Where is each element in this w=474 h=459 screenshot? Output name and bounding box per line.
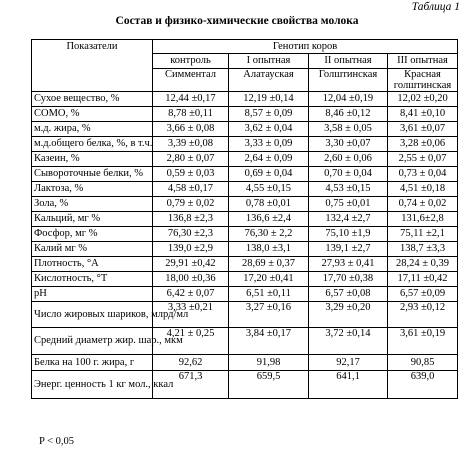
table-row <box>32 152 458 167</box>
row-label: Плотность, °А <box>32 257 153 272</box>
cell-value: 75,11 ±2,1 <box>388 227 458 242</box>
table-row <box>32 122 458 137</box>
cell-value: 641,1 <box>309 371 388 399</box>
cell-value: 136,6 ±2,4 <box>229 212 309 227</box>
table-row <box>32 227 458 242</box>
cell-value: 0,73 ± 0,04 <box>388 167 458 182</box>
cell-value: 17,11 ±0,42 <box>388 272 458 287</box>
row-label: Сывороточные белки, % <box>32 167 153 182</box>
table-row <box>32 107 458 122</box>
table-number: Таблица 1 <box>411 1 460 13</box>
header-breed-simmental: Симментал <box>153 69 229 92</box>
cell-value: 3,28 ±0,06 <box>388 137 458 152</box>
row-label: Кальций, мг % <box>32 212 153 227</box>
header-indicators: Показатели <box>32 40 153 92</box>
row-label: Фосфор, мг % <box>32 227 153 242</box>
cell-value: 90,85 <box>388 355 458 371</box>
cell-value: 12,04 ±0,19 <box>309 92 388 107</box>
cell-value: 0,78 ±0,01 <box>229 197 309 212</box>
table-row <box>32 371 458 399</box>
header-group-3: III опытная <box>388 54 458 69</box>
cell-value: 0,75 ±0,01 <box>309 197 388 212</box>
cell-value: 12,19 ±0,14 <box>229 92 309 107</box>
header-group-2: II опытная <box>309 54 388 69</box>
row-label: Кислотность, °Т <box>32 272 153 287</box>
cell-value: 2,80 ± 0,07 <box>153 152 229 167</box>
milk-composition-table <box>31 39 458 399</box>
cell-value: 92,62 <box>153 355 229 371</box>
cell-value: 6,57 ±0,08 <box>309 287 388 302</box>
cell-value: 17,20 ±0,41 <box>229 272 309 287</box>
cell-value: 0,74 ± 0,02 <box>388 197 458 212</box>
cell-value: 3,33 ± 0,09 <box>229 137 309 152</box>
header-breed-holstein: Голштинская <box>309 69 388 92</box>
cell-value: 28,69 ± 0,37 <box>229 257 309 272</box>
row-label: Казеин, % <box>32 152 153 167</box>
header-breed-red-holstein: Красная голштинская <box>388 69 458 92</box>
cell-value: 139,0 ±2,9 <box>153 242 229 257</box>
cell-value: 3,27 ±0,16 <box>229 302 309 328</box>
cell-value: 4,53 ±0,15 <box>309 182 388 197</box>
cell-value: 8,41 ±0,10 <box>388 107 458 122</box>
cell-value: 0,70 ± 0,04 <box>309 167 388 182</box>
cell-value: 138,0 ±3,1 <box>229 242 309 257</box>
cell-value: 6,51 ±0,11 <box>229 287 309 302</box>
cell-value: 8,46 ±0,12 <box>309 107 388 122</box>
row-label: Средний диаметр жир. шар., мкм <box>32 328 153 355</box>
table-row <box>32 167 458 182</box>
cell-value: 4,55 ±0,15 <box>229 182 309 197</box>
header-breed-alatau: Алатауская <box>229 69 309 92</box>
cell-value: 3,72 ±0,14 <box>309 328 388 355</box>
cell-value: 8,57 ± 0,09 <box>229 107 309 122</box>
table-row <box>32 287 458 302</box>
cell-value: 639,0 <box>388 371 458 399</box>
cell-value: 6,42 ± 0,07 <box>153 287 229 302</box>
cell-value: 2,55 ± 0,07 <box>388 152 458 167</box>
table-row <box>32 272 458 287</box>
cell-value: 2,64 ± 0,09 <box>229 152 309 167</box>
cell-value: 659,5 <box>229 371 309 399</box>
table-row <box>32 302 458 328</box>
cell-value: 3,29 ±0,20 <box>309 302 388 328</box>
footnote: P < 0,05 <box>39 436 74 447</box>
cell-value: 2,60 ± 0,06 <box>309 152 388 167</box>
cell-value: 3,61 ±0,19 <box>388 328 458 355</box>
cell-value: 4,58 ±0,17 <box>153 182 229 197</box>
cell-value: 0,79 ± 0,02 <box>153 197 229 212</box>
cell-value: 138,7 ±3,3 <box>388 242 458 257</box>
cell-value: 132,4 ±2,7 <box>309 212 388 227</box>
cell-value: 8,78 ±0,11 <box>153 107 229 122</box>
table-title: Состав и физико-химические свойства молока <box>115 15 359 27</box>
cell-value: 131,6±2,8 <box>388 212 458 227</box>
header-genotype: Генотип коров <box>153 40 458 54</box>
table-row <box>32 137 458 152</box>
cell-value: 27,93 ± 0,41 <box>309 257 388 272</box>
cell-value: 17,70 ±0,38 <box>309 272 388 287</box>
table-row <box>32 212 458 227</box>
row-label: Лактоза, % <box>32 182 153 197</box>
cell-value: 28,24 ± 0,39 <box>388 257 458 272</box>
cell-value: 4,21 ± 0,25 <box>153 328 229 355</box>
cell-value: 671,3 <box>153 371 229 399</box>
cell-value: 2,93 ±0,12 <box>388 302 458 328</box>
cell-value: 0,69 ± 0,04 <box>229 167 309 182</box>
cell-value: 3,61 ±0,07 <box>388 122 458 137</box>
cell-value: 29,91 ±0,42 <box>153 257 229 272</box>
cell-value: 4,51 ±0,18 <box>388 182 458 197</box>
cell-value: 0,59 ± 0,03 <box>153 167 229 182</box>
table-row <box>32 92 458 107</box>
table-row <box>32 257 458 272</box>
cell-value: 18,00 ±0,36 <box>153 272 229 287</box>
row-label: Белка на 100 г. жира, г <box>32 355 153 371</box>
row-label: рН <box>32 287 153 302</box>
header-group-1: I опытная <box>229 54 309 69</box>
table-row <box>32 242 458 257</box>
table-row <box>32 197 458 212</box>
cell-value: 3,66 ± 0,08 <box>153 122 229 137</box>
row-label: м.д.общего белка, %, в т.ч. <box>32 137 153 152</box>
cell-value: 139,1 ±2,7 <box>309 242 388 257</box>
table-row <box>32 355 458 371</box>
row-label: СОМО, % <box>32 107 153 122</box>
cell-value: 76,30 ±2,3 <box>153 227 229 242</box>
cell-value: 6,57 ±0,09 <box>388 287 458 302</box>
row-label: м.д. жира, % <box>32 122 153 137</box>
row-label: Энерг. ценность 1 кг мол., ккал <box>32 371 153 399</box>
cell-value: 3,84 ±0,17 <box>229 328 309 355</box>
cell-value: 3,58 ± 0,05 <box>309 122 388 137</box>
cell-value: 75,10 ±1,9 <box>309 227 388 242</box>
cell-value: 3,33 ±0,21 <box>153 302 229 328</box>
table-row <box>32 328 458 355</box>
cell-value: 91,98 <box>229 355 309 371</box>
cell-value: 92,17 <box>309 355 388 371</box>
cell-value: 76,30 ± 2,2 <box>229 227 309 242</box>
header-group-control: контроль <box>153 54 229 69</box>
row-label: Сухое вещество, % <box>32 92 153 107</box>
row-label: Зола, % <box>32 197 153 212</box>
cell-value: 3,30 ±0,07 <box>309 137 388 152</box>
cell-value: 12,44 ±0,17 <box>153 92 229 107</box>
cell-value: 136,8 ±2,3 <box>153 212 229 227</box>
cell-value: 3,39 ±0,08 <box>153 137 229 152</box>
cell-value: 12,02 ±0,20 <box>388 92 458 107</box>
cell-value: 3,62 ± 0,04 <box>229 122 309 137</box>
row-label: Калий мг % <box>32 242 153 257</box>
row-label: Число жировых шариков, млрд/мл <box>32 302 153 328</box>
table-row <box>32 182 458 197</box>
